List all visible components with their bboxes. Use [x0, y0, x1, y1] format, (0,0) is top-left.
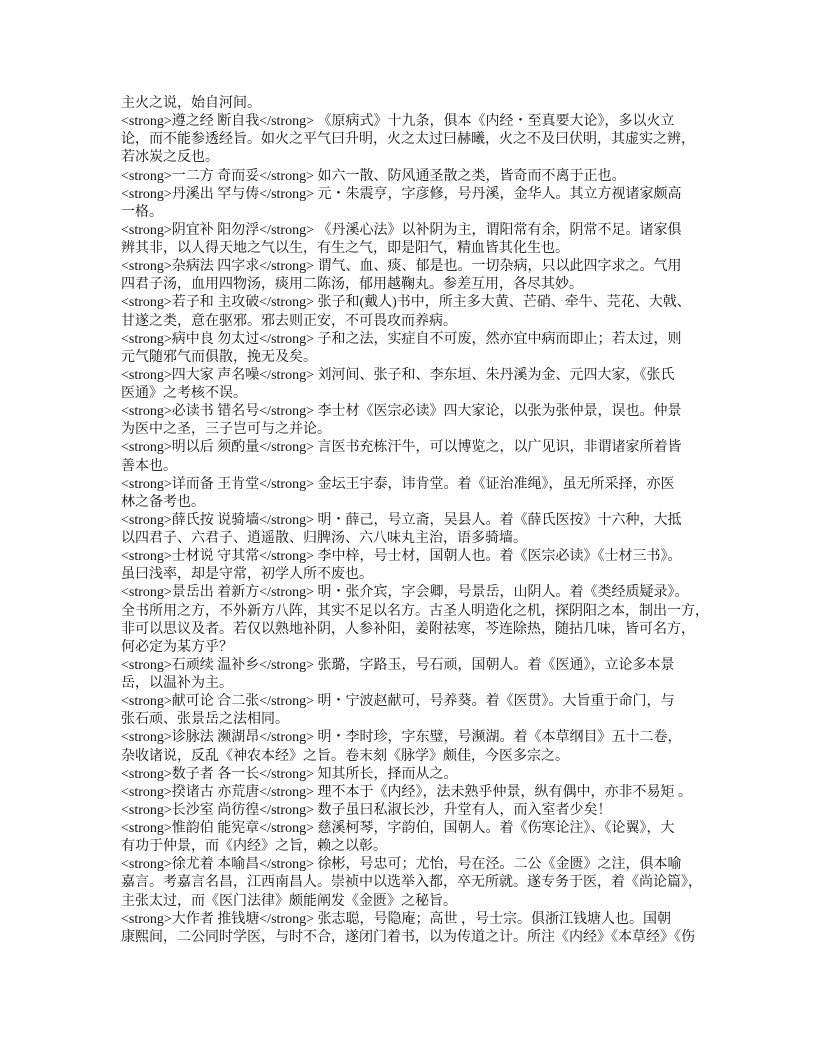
text-line: <strong>景岳出 着新方</strong> 明・张介宾，字会卿，号景岳，山阴人。着《类经质疑录》。 — [121, 585, 689, 601]
text-line: 全书所用之方，不外新方八阵，其实不足以名方。古圣人明造化之机，探阴阳之本，制出一方， — [121, 603, 709, 619]
text-line: 为医中之圣，三子岂可与之并论。 — [121, 422, 331, 438]
entry-shiwanxu — [121, 657, 711, 693]
entry-ruozihe — [121, 294, 711, 330]
text-line: <strong>遵之经 断自我</strong> 《原病式》十九条，俱本《内经・至真要大论》，多以火立 — [121, 114, 675, 130]
text-line: 医通》之考核不误。 — [121, 386, 247, 401]
text-line: <strong>四大家 声名噪</strong> 刘河间、张子和、李东垣、朱丹溪为金、元四大家，《张氏 — [121, 367, 675, 383]
entry-bidushu — [121, 403, 711, 439]
entry-dazuozhe — [121, 911, 711, 947]
entry-mingyihou — [121, 439, 711, 475]
text-line: <strong>献可论 合二张</strong> 明・宁波赵献可，号养葵。着《医贯》。大旨重于命门，与 — [121, 694, 675, 710]
text-line: <strong>揆诸古 亦荒唐</strong> 理不本于《内经》，法未熟乎仲景，纵有偶中，亦非不易矩 。 — [121, 784, 692, 800]
text-line: <strong>徐尤着 本喻昌</strong> 徐彬，号忠可；尤怡，号在泾。二公《金匮》之注，俱本喻 — [121, 857, 682, 873]
text-line: <strong>惟韵伯 能宪章</strong> 慈溪柯琴，字韵伯，国朝人。着《伤寒论注》、《论翼》，大 — [121, 821, 675, 836]
text-line: 主火之说，始自河间。 — [121, 96, 261, 111]
text-line: 善本也。 — [121, 458, 177, 474]
text-line: <strong>诊脉法 濒湖昂</strong> 明・李时珍，字东璧，号濒湖。着《本草纲目》五十二卷， — [121, 730, 682, 746]
text-line: <strong>一二方 奇而妥</strong> 如六一散、防风通圣散之类，皆奇而不离于正也。 — [121, 168, 626, 184]
entry-shicaishuo — [121, 548, 711, 584]
entry-xueshian — [121, 512, 711, 548]
text-line: 杂收诸说，反乱《神农本经》之旨。卷末刻《脉学》颇佳，今医多宗之。 — [121, 748, 569, 764]
entry-sidajia — [121, 367, 711, 403]
text-line: <strong>详而备 王肯堂</strong> 金坛王宇泰，讳肯堂。着《证治准绳》，虽无所采择，亦医 — [121, 476, 675, 492]
document-body — [121, 95, 711, 947]
text-line: 有功于仲景，而《内经》之旨，赖之以彰。 — [121, 839, 387, 855]
text-line: 论，而不能参透经旨。如火之平气曰升明，火之太过曰赫曦，火之不及曰伏明，其虚实之辨， — [121, 132, 695, 148]
text-line: 虽曰浅率，却是守常，初学人所不废也。 — [121, 567, 373, 583]
text-line: <strong>阴宜补 阳勿浮</strong> 《丹溪心法》以补阴为主，谓阳常有余，阴常不足。诸家俱 — [121, 222, 682, 238]
entry-changshashi — [121, 802, 711, 820]
text-line: 元气随邪气而俱散，挽无及矣。 — [121, 349, 317, 365]
text-line: 甘遂之类，意在驱邪。邪去则正安，不可畏攻而养病。 — [121, 313, 457, 329]
entry-weiyunbo — [121, 820, 711, 856]
text-line: 林之备考也。 — [121, 494, 205, 510]
text-line: 康熙间，二公同时学医，与时不合，遂闭门着书，以为传道之计。所注《内经》《本草经》《伤 — [121, 929, 695, 945]
entry-yierfang — [121, 168, 711, 186]
text-line: 辨其非，以人得天地之气以生，有生之气，即是阳气，精血皆其化生也。 — [121, 241, 569, 256]
entry-shuzizhe — [121, 766, 711, 784]
text-line: <strong>若子和 主攻破</strong> 张子和(戴人)书中，所主多大黄、芒硝、牵牛、芫花、大戟、 — [121, 295, 691, 311]
text-line: 主张太过，而《医门法律》颇能阐发《金匮》之秘旨。 — [121, 893, 457, 909]
text-line: 一格。 — [121, 204, 163, 220]
entry-zunzhijing — [121, 113, 711, 167]
entry-xiankelun — [121, 693, 711, 729]
text-line: <strong>大作者 推钱塘</strong> 张志聪，号隐庵；高世 ，号士宗。俱浙江钱塘人也。国朝 — [121, 911, 671, 927]
text-line: 若冰炭之反也。 — [121, 150, 219, 166]
text-line: 以四君子、六君子、逍遥散、归脾汤、六八味丸主治，语多骑墙。 — [121, 531, 527, 546]
entry-zabingfa — [121, 258, 711, 294]
text-line: <strong>明以后 须酌量</strong> 言医书充栋汗牛，可以博览之，以广见识，非谓诸家所着皆 — [121, 440, 682, 456]
text-line: <strong>必读书 错名号</strong> 李士材《医宗必读》四大家论，以张为张仲景，误也。仲景 — [121, 404, 682, 420]
entry-xiangerbei — [121, 476, 711, 512]
entry-yinyibu — [121, 222, 711, 258]
text-line: 何必定为某方乎？ — [121, 639, 233, 655]
entry-zhenmaifa — [121, 729, 711, 765]
entry-kuizhugu — [121, 784, 711, 802]
text-line: <strong>石顽续 温补乡</strong> 张璐，字路玉，号石顽，国朝人。着《医通》，立论多本景 — [121, 657, 675, 673]
text-line: <strong>薛氏按 说骑墙</strong> 明・薛己，号立斋，吴县人。着《薛氏医按》十六种，大抵 — [121, 512, 682, 528]
text-line: 张石顽、张景岳之法相同。 — [121, 712, 289, 728]
text-line: 非可以思议及者。若仅以熟地补阴，人参补阳，姜附祛寒，芩连除热，随拈几味，皆可名方， — [121, 621, 695, 637]
text-line: 嘉言。考嘉言名昌，江西南昌人。崇祯中以选举入都，卒无所就。遂专务于医，着《尚论篇》， — [121, 875, 702, 891]
entry-intro — [121, 95, 711, 113]
text-line: <strong>数子者 各一长</strong> 知其所长，择而从之。 — [121, 766, 458, 782]
text-line: <strong>病中良 勿太过</strong> 子和之法，实症自不可废，然亦宜中病而即止；若太过，则 — [121, 331, 682, 347]
text-line: 四君子汤，血用四物汤，痰用二陈汤，郁用越鞠丸。参差互用，各尽其妙。 — [121, 277, 583, 293]
text-line: <strong>丹溪出 罕与俦</strong> 元・朱震亨，字彦修，号丹溪，金华人。其立方视诸家颇高 — [121, 186, 682, 202]
text-line: <strong>长沙室 尚彷徨</strong> 数子虽曰私淑长沙，升堂有人，而入室者少矣！ — [121, 802, 612, 818]
entry-danxichu — [121, 186, 711, 222]
text-line: <strong>士材说 守其常</strong> 李中梓，号士材，国朝人也。着《医宗必读》《士材三书》。 — [121, 549, 682, 565]
entry-xuyouzhu — [121, 856, 711, 910]
entry-bingzhongliang — [121, 331, 711, 367]
text-line: <strong>杂病法 四字求</strong> 谓气、血、痰、郁是也。一切杂病，只以此四字求之。气用 — [121, 259, 682, 275]
text-line: 岳，以温补为主。 — [121, 676, 233, 691]
entry-jingyuechu — [121, 584, 711, 657]
